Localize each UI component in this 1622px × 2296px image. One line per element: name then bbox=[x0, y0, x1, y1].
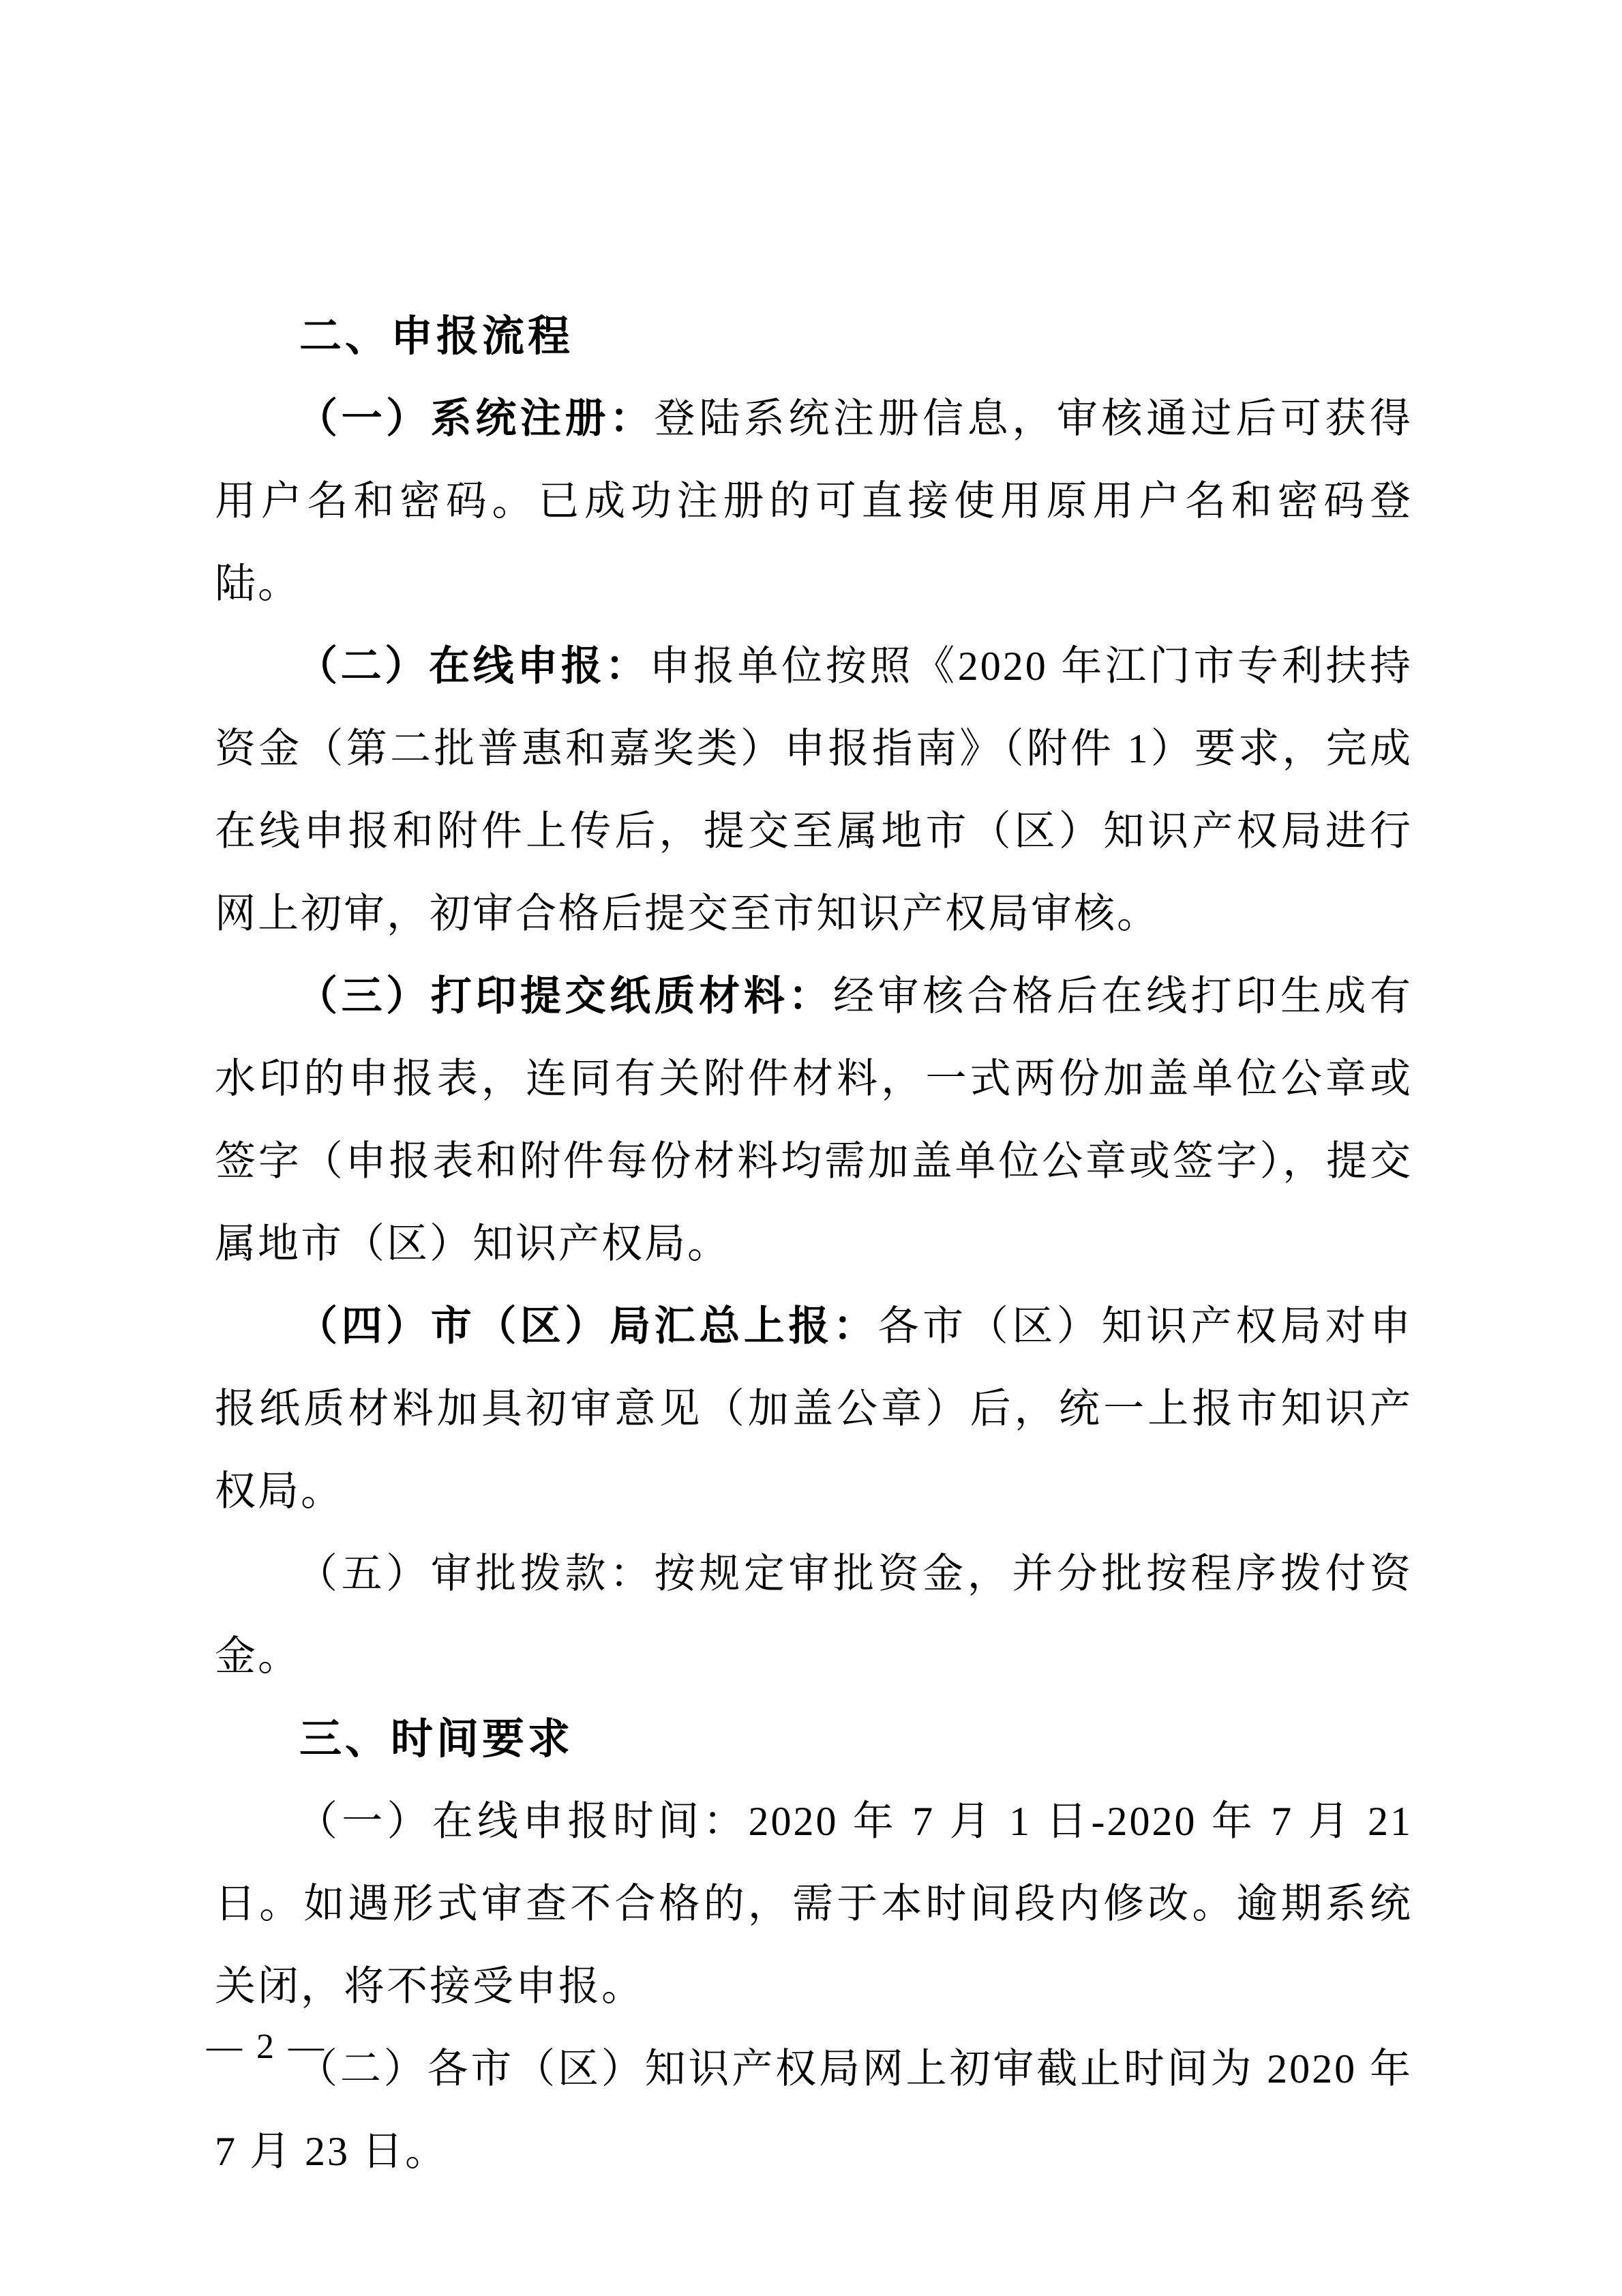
page-number: — 2 — bbox=[207, 2027, 327, 2066]
paragraph-text: 申报单位按照《2020 年江门市专利扶持资金（第二批普惠和嘉奖类）申报指南》（附件 1）要求，完成在线申报和附件上传后，提交至属地市（区）知识产权局进行网上初审，初审合格后提交至市知识产权局审核。 bbox=[215, 644, 1413, 936]
paragraph bbox=[215, 2028, 1413, 2193]
paragraph-text: 登陆系统注册信息，审核通过后可获得用户名和密码。已成功注册的可直接使用原用户名和密码登陆。 bbox=[215, 396, 1413, 606]
paragraph-text: 各市（区）知识产权局对申报纸质材料加具初审意见（加盖公章）后，统一上报市知识产权局。 bbox=[215, 1304, 1413, 1514]
paragraph-text: （五）审批拨款：按规定审批资金，并分批按程序拨付资金。 bbox=[215, 1551, 1413, 1679]
paragraph-text: （二）各市（区）知识产权局网上初审截止时间为 2020 年 7 月 23 日。 bbox=[215, 2046, 1413, 2174]
paragraph bbox=[215, 955, 1413, 1285]
paragraph bbox=[215, 378, 1413, 625]
paragraph-text: 经审核合格后在线打印生成有水印的申报表，连同有关附件材料，一式两份加盖单位公章或签字（申报表和附件每份材料均需加盖单位公章或签字），提交属地市（区）知识产权局。 bbox=[215, 974, 1413, 1266]
section-heading: 三、时间要求 bbox=[299, 1716, 574, 1763]
paragraph-lead: （三）打印提交纸质材料： bbox=[297, 974, 833, 1019]
paragraph bbox=[215, 1780, 1413, 2028]
paragraph-lead: （二）在线申报： bbox=[297, 644, 650, 689]
section-heading: 二、申报流程 bbox=[299, 313, 574, 360]
paragraph-lead: （四）市（区）局汇总上报： bbox=[297, 1304, 878, 1349]
paragraph bbox=[215, 1285, 1413, 1533]
paragraph-text: （一）在线申报时间：2020 年 7 月 1 日-2020 年 7 月 21 日。如遇形式审查不合格的，需于本时间段内修改。逾期系统关闭，将不接受申报。 bbox=[215, 1799, 1413, 2009]
document-body bbox=[215, 295, 1413, 2193]
paragraph-lead: （一）系统注册： bbox=[297, 396, 655, 441]
paragraph bbox=[215, 625, 1413, 955]
paragraph bbox=[215, 1533, 1413, 1698]
